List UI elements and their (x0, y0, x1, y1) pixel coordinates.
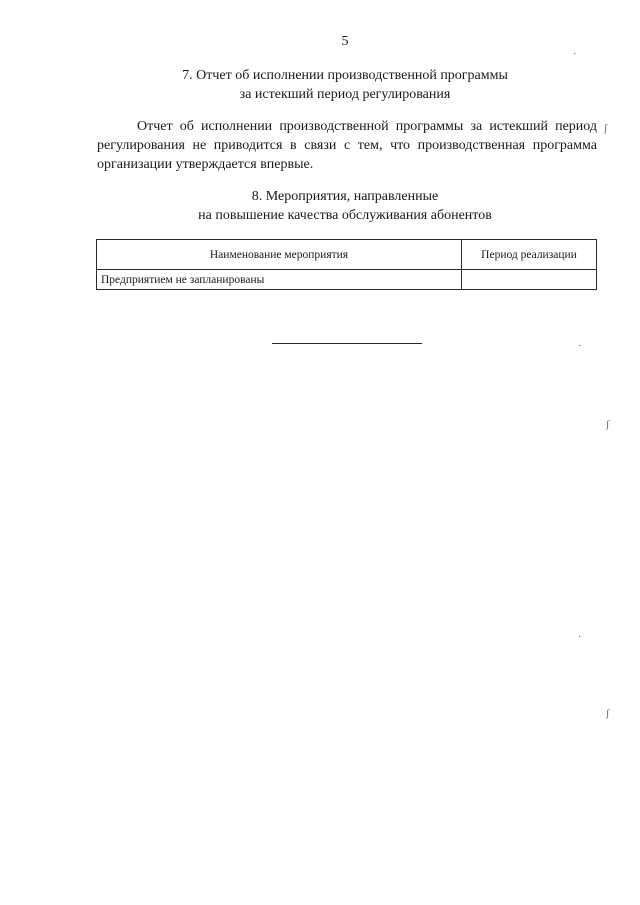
section-8-heading (0, 187, 640, 225)
scan-speck: · (578, 632, 582, 643)
table-cell-period (462, 270, 597, 290)
section-7-title-line-1: 7. Отчет об исполнении производственной программы (182, 68, 508, 83)
scan-speck: ʃ (606, 419, 610, 430)
table-header-row (97, 240, 597, 270)
scan-speck: ʃ (606, 708, 610, 719)
scan-speck: ʃ (604, 123, 608, 134)
measures-table (96, 239, 597, 290)
section-7-heading (0, 66, 640, 104)
section-8-title-line-2: на повышение качества обслуживания абонентов (198, 208, 492, 223)
table-cell-measure-name: Предприятием не запланированы (97, 270, 462, 290)
section-7-title-line-2: за истекший период регулирования (239, 87, 451, 102)
section-7-paragraph: Отчет об исполнении производственной программы за истекший период регулирования не приводится в связи с тем, что производственная программа организации утверждается впервые. (97, 119, 597, 172)
table-row (97, 270, 597, 290)
scan-speck: · (578, 341, 582, 352)
column-header-period: Период реализации (462, 240, 597, 270)
section-8-title-line-1: 8. Мероприятия, направленные (251, 189, 439, 204)
scan-speck: · (573, 49, 577, 60)
column-header-measure-name: Наименование мероприятия (97, 240, 462, 270)
closing-rule-line (272, 343, 422, 344)
page-number: 5 (341, 34, 349, 49)
